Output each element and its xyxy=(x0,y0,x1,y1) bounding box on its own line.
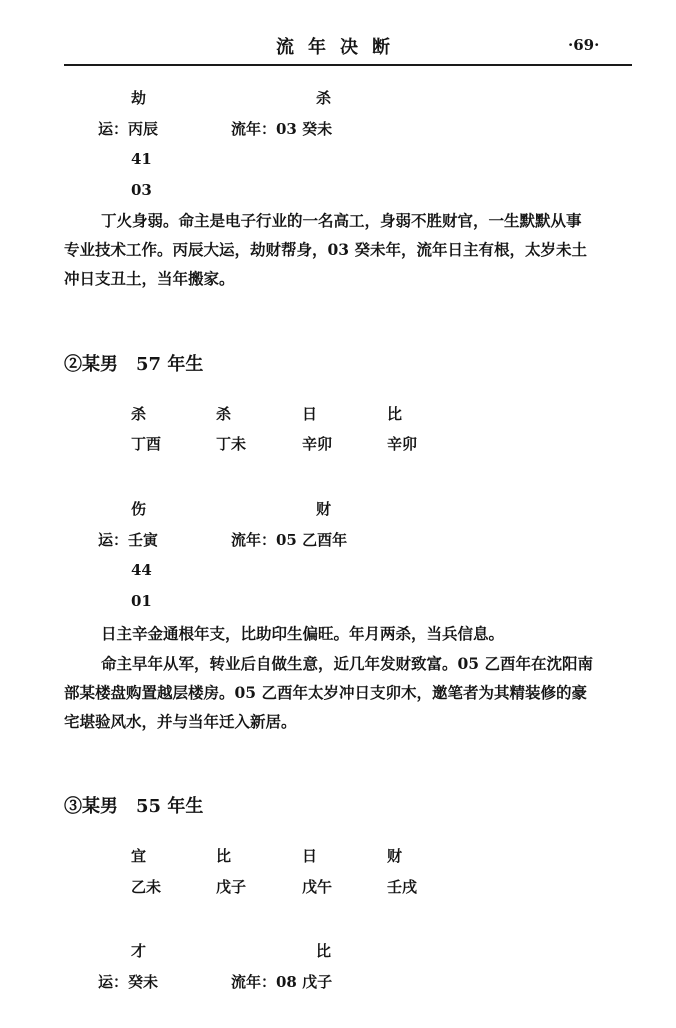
case2-paragraph-2 xyxy=(64,649,634,736)
case2-pillar-year: 丁酉 xyxy=(131,435,162,453)
case2-para2-line: 宅堪验风水，并与当年迁入新居。 xyxy=(64,712,297,731)
case3-dayun: 运：癸未 xyxy=(98,973,159,991)
case2-para1-line: 日主辛金通根年支，比助印生偏旺。年月两杀，当兵信息。 xyxy=(101,624,505,643)
case3-god-day: 日 xyxy=(302,847,318,865)
case1-paragraph xyxy=(64,206,634,293)
case2-god-month: 杀 xyxy=(216,405,232,423)
case2-para2-line: 部某楼盘购置越层楼房。05 乙酉年太岁冲日支卯木，邀笔者为其精装修的豪 xyxy=(64,683,587,702)
case2-heading: ②某男 57 年生 xyxy=(64,354,204,375)
case2-liunian: 流年：05 乙酉年 xyxy=(231,531,348,549)
page-number: ·69· xyxy=(568,36,600,54)
case1-para-line: 丁火身弱。命主是电子行业的一名高工，身弱不胜财官，一生默默从事 xyxy=(101,211,582,230)
case1-luck-god-left: 劫 xyxy=(131,89,147,107)
case3-luck-god-right: 比 xyxy=(316,942,332,960)
case3-god-year: 宜 xyxy=(131,847,147,865)
case2-age-start: 44 xyxy=(131,561,152,579)
case2-pillar-day: 辛卯 xyxy=(302,435,333,453)
case2-year: 01 xyxy=(131,592,152,610)
case2-dayun: 运：壬寅 xyxy=(98,531,159,549)
case2-god-year: 杀 xyxy=(131,405,147,423)
case3-pillar-year: 乙未 xyxy=(131,878,162,896)
case2-luck-god-right: 财 xyxy=(316,500,332,518)
case1-luck-god-right: 杀 xyxy=(316,89,332,107)
case3-god-month: 比 xyxy=(216,847,232,865)
case3-pillar-day: 戊午 xyxy=(302,878,333,896)
case1-liunian: 流年：03 癸未 xyxy=(231,120,333,138)
case1-para-line: 冲日支丑土，当年搬家。 xyxy=(64,269,235,288)
case2-god-day: 日 xyxy=(302,405,318,423)
case3-luck-god-left: 才 xyxy=(131,942,147,960)
case1-age-start: 41 xyxy=(131,150,152,168)
case1-year: 03 xyxy=(131,181,152,199)
case3-liunian: 流年：08 戊子 xyxy=(231,973,333,991)
case2-para2-line: 命主早年从军，转业后自做生意，近几年发财致富。05 乙酉年在沈阳南 xyxy=(101,654,593,673)
case2-pillar-hour: 辛卯 xyxy=(387,435,418,453)
case3-god-hour: 财 xyxy=(387,847,403,865)
case2-pillar-month: 丁未 xyxy=(216,435,247,453)
case2-paragraph-1 xyxy=(64,619,634,648)
case3-heading: ③某男 55 年生 xyxy=(64,796,204,817)
case2-god-hour: 比 xyxy=(387,405,403,423)
case1-dayun: 运：丙辰 xyxy=(98,120,159,138)
case2-luck-god-left: 伤 xyxy=(131,500,147,518)
case3-pillar-month: 戊子 xyxy=(216,878,247,896)
case1-para-line: 专业技术工作。丙辰大运，劫财帮身，03 癸未年，流年日主有根，太岁未土 xyxy=(64,240,587,259)
case3-pillar-hour: 壬戌 xyxy=(387,878,418,896)
running-header-title: 流年决断 xyxy=(276,37,404,58)
header-rule xyxy=(64,64,632,66)
